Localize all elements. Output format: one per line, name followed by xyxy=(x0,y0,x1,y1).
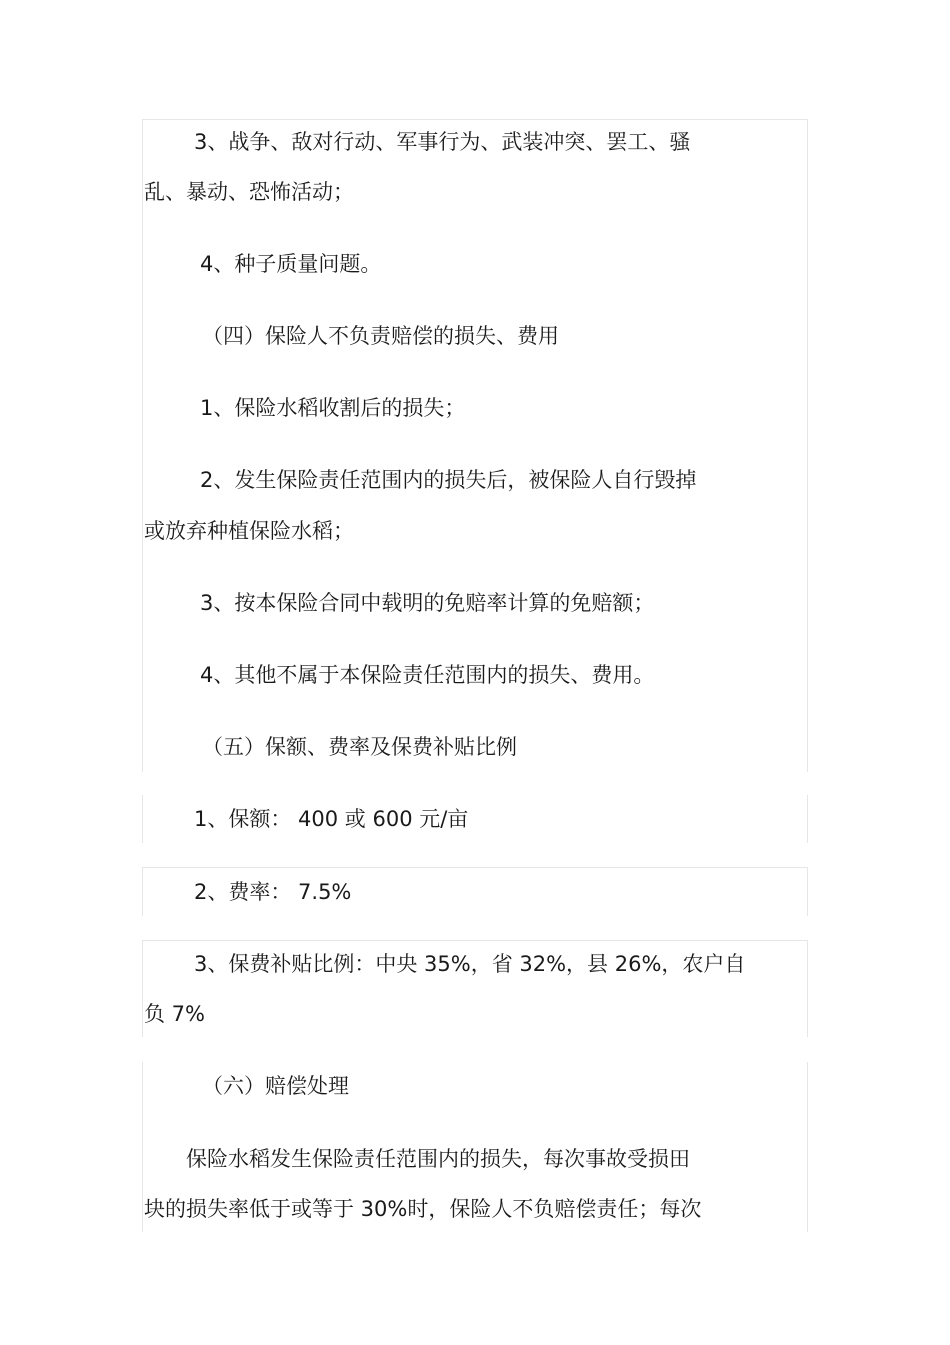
non-liability-item-4: 4、其他不属于本保险责任范围内的损失、费用。 xyxy=(200,663,655,687)
subsidy-ratio-line2: 负 7% xyxy=(144,1002,205,1026)
section-heading-6: （六）赔偿处理 xyxy=(202,1074,349,1098)
exclusion-item-3-line2: 乱、暴动、恐怖活动； xyxy=(144,180,354,204)
claims-paragraph-line2: 块的损失率低于或等于 30%时，保险人不负赔偿责任；每次 xyxy=(144,1197,702,1221)
subsidy-ratio-line1: 3、保费补贴比例：中央 35%，省 32%，县 26%，农户自 xyxy=(194,952,746,976)
non-liability-item-3: 3、按本保险合同中载明的免赔率计算的免赔额； xyxy=(200,591,655,615)
claims-paragraph-line1: 保险水稻发生保险责任范围内的损失，每次事故受损田 xyxy=(186,1147,690,1171)
section-heading-4: （四）保险人不负责赔偿的损失、费用 xyxy=(202,324,559,348)
non-liability-item-2-line1: 2、发生保险责任范围内的损失后，被保险人自行毁掉 xyxy=(200,468,697,492)
exclusion-item-3-line1: 3、战争、敌对行动、军事行为、武装冲突、罢工、骚 xyxy=(194,130,691,154)
sum-insured-item: 1、保额： 400 或 600 元/亩 xyxy=(194,807,469,831)
non-liability-item-2-line2: 或放弃种植保险水稻； xyxy=(144,519,354,543)
exclusion-item-4: 4、种子质量问题。 xyxy=(200,252,382,276)
section-heading-5: （五）保额、费率及保费补贴比例 xyxy=(202,735,517,759)
premium-rate-item: 2、费率： 7.5% xyxy=(194,880,352,904)
non-liability-item-1: 1、保险水稻收割后的损失； xyxy=(200,396,466,420)
